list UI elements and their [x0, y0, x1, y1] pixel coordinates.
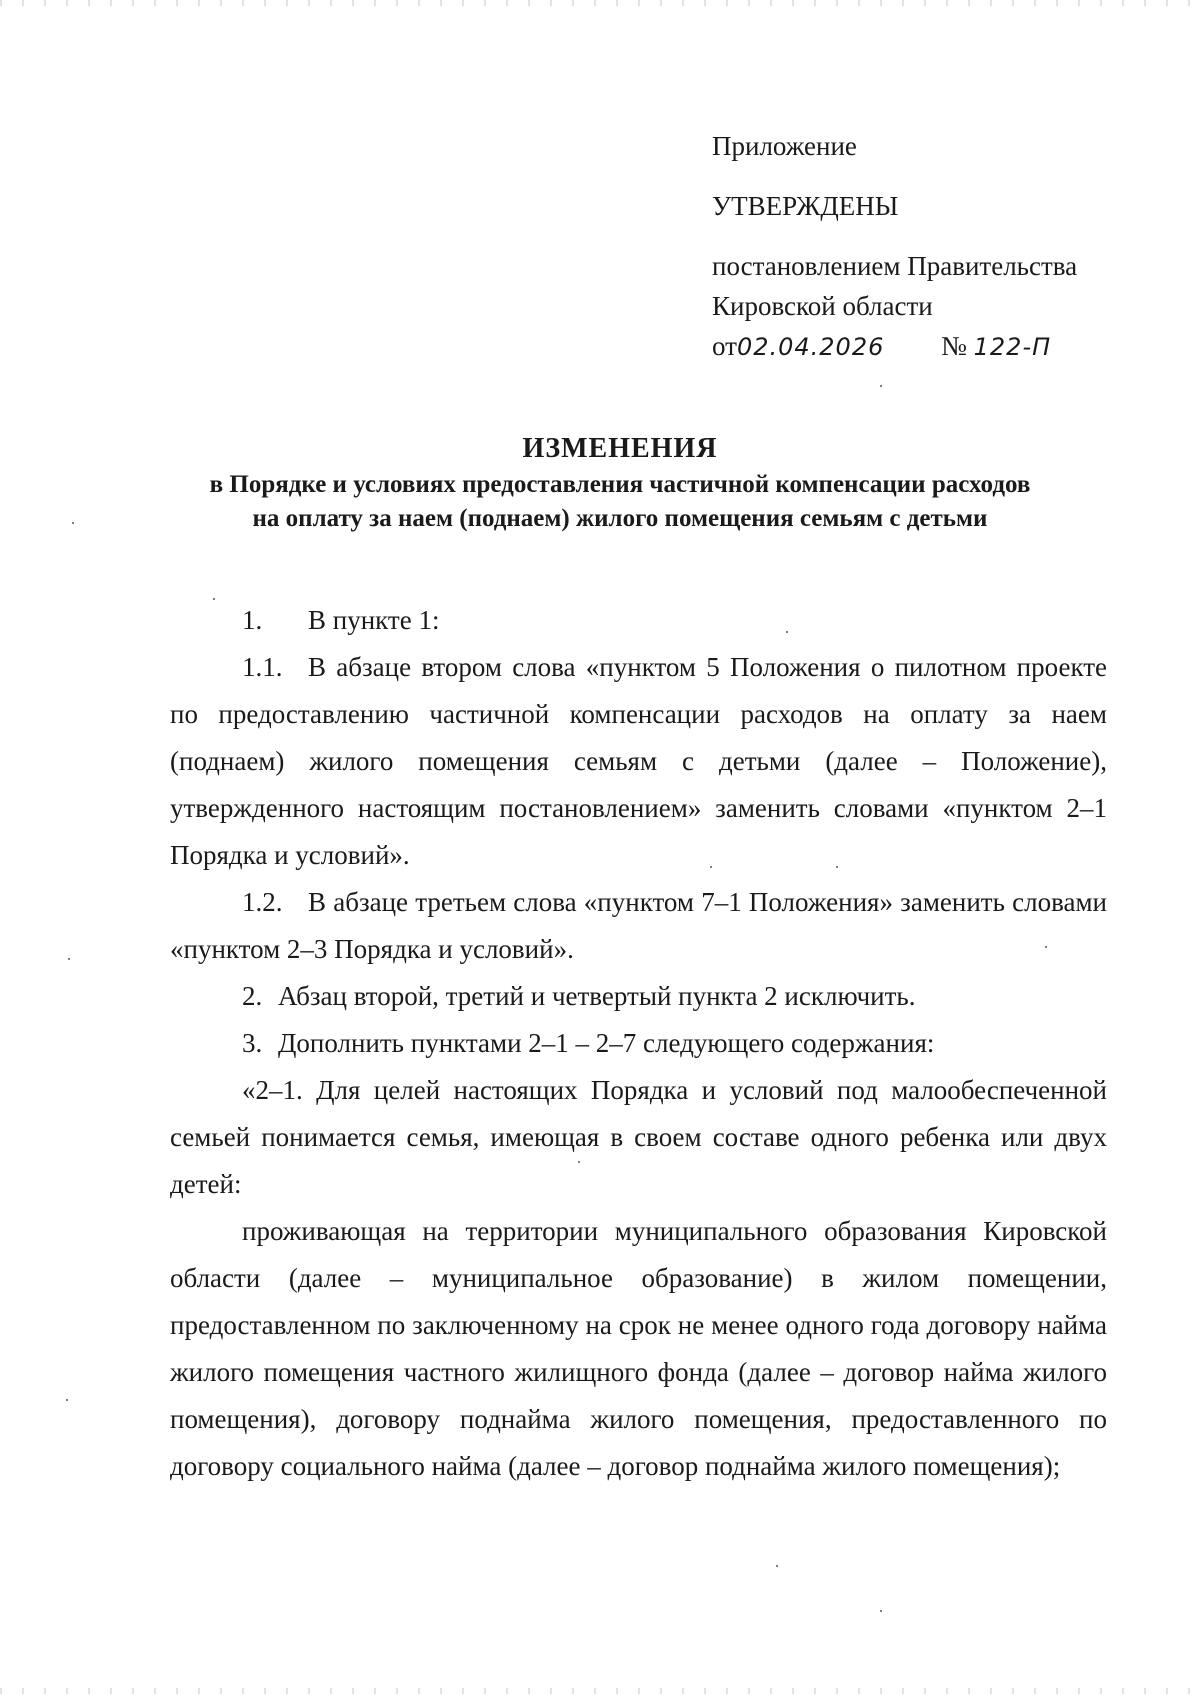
title-line1: в Порядке и условиях предоставления частичной компенсации расходов — [209, 471, 1031, 498]
paragraph-1-number: 1. — [242, 605, 263, 635]
paragraph-2-1: «2–1. Для целей настоящих Порядка и условий под малообеспеченной семьей понимается семья, имеющая в своем составе одного ребенка или двух детей: — [170, 1075, 1107, 1199]
paragraph-3 — [170, 1020, 1107, 1067]
approved-by-line1: постановлением Правительства — [712, 251, 1078, 281]
paragraph-1-2 — [170, 879, 1107, 973]
paragraph-1-2-number: 1.2. — [242, 887, 283, 917]
approved-label: УТВЕРЖДЕНЫ — [712, 191, 899, 221]
paragraph-1-text: В пункте 1: — [308, 605, 440, 635]
title-line2: на оплату за наем (поднаем) жилого помещения семьям с детьми — [252, 505, 988, 532]
approval-block — [712, 126, 1077, 367]
scan-speck — [836, 866, 838, 868]
paragraph-2 — [170, 973, 1107, 1020]
scan-speck — [68, 958, 70, 960]
scan-speck — [880, 1610, 882, 1612]
paragraph-2-text: Абзац второй, третий и четвертый пункта 2 исключить. — [278, 981, 916, 1011]
approved-by-line2: Кировской области — [712, 291, 933, 321]
paragraph-2-1-condition: проживающая на территории муниципального образования Кировской области (далее – муниципальное образование) в жилом помещении, предоставленном по заключенному на срок не менее одного года договору найма жилого помещения частного жилищного фонда (далее – договор найма жилого помещения), договору поднайма жилого помещения, предоставленного по договору социального найма (далее – договор поднайма жилого помещения); — [170, 1216, 1107, 1481]
scan-edge-top — [0, 0, 1200, 6]
scan-speck — [710, 866, 712, 868]
paragraph-1-1-text: В абзаце втором слова «пунктом 5 Положения о пилотном проекте по предоставлению частичной компенсации расходов на оплату за наем (поднаем) жилого помещения семьям с детьми (далее – Положение), утвержденного настоящим постановлением» заменить словами «пунктом 2–1 Порядка и условий». — [170, 652, 1107, 870]
number-label: № — [941, 331, 967, 361]
scan-speck — [213, 598, 215, 600]
title-main: ИЗМЕНЕНИЯ — [522, 433, 718, 464]
paragraph-3-number: 3. — [242, 1028, 263, 1058]
scan-speck — [880, 385, 882, 387]
scan-edge-bottom — [0, 1688, 1200, 1694]
scan-speck — [1045, 946, 1047, 948]
appendix-label: Приложение — [712, 131, 857, 161]
scan-speck — [66, 1399, 68, 1401]
date-number-line — [712, 326, 1077, 367]
document-body — [170, 597, 1107, 1490]
scan-speck — [786, 631, 788, 633]
scan-speck — [578, 1161, 580, 1163]
scan-speck — [776, 1565, 778, 1567]
date-prefix: от — [712, 331, 737, 361]
paragraph-1 — [170, 597, 1107, 644]
paragraph-1-2-text: В абзаце третьем слова «пунктом 7–1 Положения» заменить словами «пунктом 2–3 Порядка и условий». — [170, 887, 1107, 964]
paragraph-1-1-number: 1.1. — [242, 652, 283, 682]
paragraph-2-number: 2. — [242, 981, 263, 1011]
document-title — [150, 432, 1090, 536]
handwritten-number: 122-П — [973, 333, 1052, 361]
scan-speck — [72, 522, 74, 524]
handwritten-date: 02.04.2026 — [736, 333, 885, 361]
paragraph-1-1 — [170, 644, 1107, 879]
paragraph-3-text: Дополнить пунктами 2–1 – 2–7 следующего содержания: — [278, 1028, 935, 1058]
